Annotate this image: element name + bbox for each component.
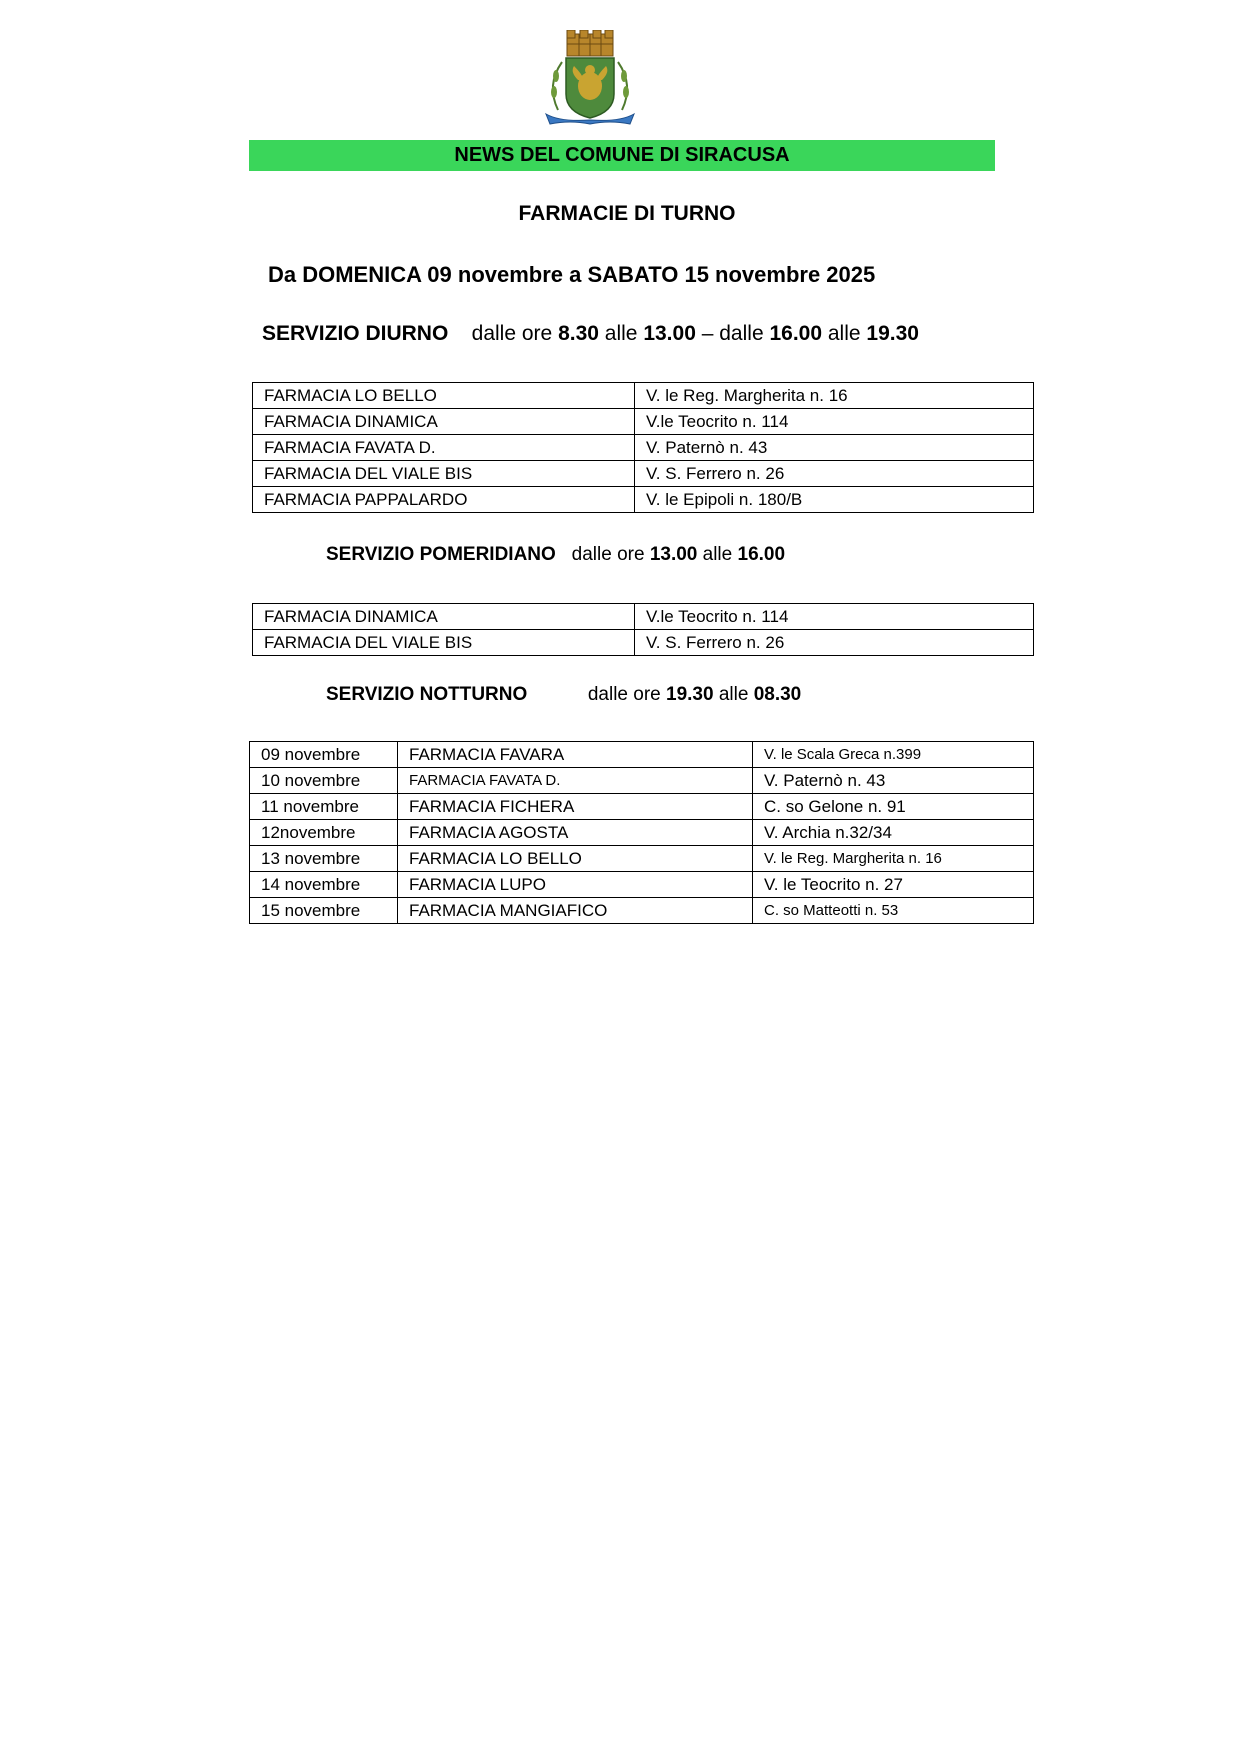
notturno-text-1: dalle ore — [587, 684, 661, 705]
notturno-hour-1: 19.30 — [666, 684, 714, 705]
notturno-label: SERVIZIO NOTTURNO — [326, 684, 528, 705]
pharmacy-address: V. S. Ferrero n. 26 — [635, 630, 1034, 656]
table-row — [250, 768, 1034, 794]
diurno-text-4: alle — [827, 322, 861, 345]
notturno-text-2: alle — [718, 684, 749, 705]
diurno-label: SERVIZIO DIURNO — [262, 322, 449, 345]
pomeridiano-label: SERVIZIO POMERIDIANO — [326, 544, 556, 565]
night-date: 11 novembre — [250, 794, 398, 820]
pharmacy-name: FARMACIA LUPO — [398, 872, 753, 898]
news-banner: NEWS DEL COMUNE DI SIRACUSA — [249, 140, 995, 171]
pharmacy-address: V.le Teocrito n. 114 — [635, 409, 1034, 435]
pomeridiano-text-2: alle — [702, 544, 733, 565]
pharmacy-name: FARMACIA DEL VIALE BIS — [253, 630, 635, 656]
pharmacy-address: V. Paternò n. 43 — [753, 768, 1034, 794]
table-row — [253, 630, 1034, 656]
night-date: 13 novembre — [250, 846, 398, 872]
table-row — [253, 409, 1034, 435]
diurno-text-2: alle — [604, 322, 638, 345]
pharmacy-name: FARMACIA LO BELLO — [253, 383, 635, 409]
diurno-heading — [262, 322, 919, 346]
table-row — [250, 872, 1034, 898]
table-row — [253, 383, 1034, 409]
night-date: 14 novembre — [250, 872, 398, 898]
pharmacy-name: FARMACIA DEL VIALE BIS — [253, 461, 635, 487]
diurno-text-3: – dalle — [701, 322, 764, 345]
pharmacy-name: FARMACIA FAVATA D. — [398, 768, 753, 794]
table-row — [253, 435, 1034, 461]
pharmacy-name: FARMACIA FICHERA — [398, 794, 753, 820]
pharmacy-address: V.le Teocrito n. 114 — [635, 604, 1034, 630]
pharmacy-name: FARMACIA DINAMICA — [253, 604, 635, 630]
pharmacy-address: V. Archia n.32/34 — [753, 820, 1034, 846]
pharmacy-address: V. le Reg. Margherita n. 16 — [635, 383, 1034, 409]
pomeridiano-text-1: dalle ore — [571, 544, 645, 565]
night-date: 10 novembre — [250, 768, 398, 794]
table-row — [250, 846, 1034, 872]
diurno-table — [252, 382, 1034, 513]
pharmacy-address: V. Paternò n. 43 — [635, 435, 1034, 461]
notturno-heading — [326, 684, 801, 706]
pomeridiano-table — [252, 603, 1034, 656]
diurno-hour-3: 16.00 — [769, 322, 823, 345]
pomeridiano-hour-1: 13.00 — [649, 544, 698, 565]
pomeridiano-hour-2: 16.00 — [737, 544, 786, 565]
table-row — [253, 604, 1034, 630]
table-row — [250, 898, 1034, 924]
diurno-hour-2: 13.00 — [643, 322, 696, 345]
diurno-text-1: dalle ore — [471, 322, 553, 345]
pharmacy-name: FARMACIA PAPPALARDO — [253, 487, 635, 513]
pharmacy-name: FARMACIA FAVARA — [398, 742, 753, 768]
pomeridiano-heading — [326, 544, 785, 566]
pharmacy-name: FARMACIA DINAMICA — [253, 409, 635, 435]
pharmacy-address: V. le Teocrito n. 27 — [753, 872, 1034, 898]
pharmacy-address: V. le Reg. Margherita n. 16 — [753, 846, 1034, 872]
pharmacy-name: FARMACIA AGOSTA — [398, 820, 753, 846]
pharmacy-address: V. le Epipoli n. 180/B — [635, 487, 1034, 513]
table-row — [250, 820, 1034, 846]
pharmacy-name: FARMACIA FAVATA D. — [253, 435, 635, 461]
diurno-hour-4: 19.30 — [866, 322, 919, 345]
diurno-hour-1: 8.30 — [558, 322, 599, 345]
table-row — [250, 794, 1034, 820]
night-date: 12novembre — [250, 820, 398, 846]
pharmacy-name: FARMACIA MANGIAFICO — [398, 898, 753, 924]
page-title: FARMACIE DI TURNO — [518, 202, 736, 225]
pharmacy-address: V. le Scala Greca n.399 — [753, 742, 1034, 768]
table-row — [253, 487, 1034, 513]
pharmacy-address: V. S. Ferrero n. 26 — [635, 461, 1034, 487]
notturno-table — [249, 741, 1034, 924]
pharmacy-address: C. so Matteotti n. 53 — [753, 898, 1034, 924]
pharmacy-name: FARMACIA LO BELLO — [398, 846, 753, 872]
notturno-hour-2: 08.30 — [753, 684, 802, 705]
table-row — [250, 742, 1034, 768]
siracusa-coat-of-arms-icon — [540, 30, 640, 126]
pharmacy-address: C. so Gelone n. 91 — [753, 794, 1034, 820]
night-date: 15 novembre — [250, 898, 398, 924]
night-date: 09 novembre — [250, 742, 398, 768]
table-row — [253, 461, 1034, 487]
period-heading: Da DOMENICA 09 novembre a SABATO 15 novembre 2025 — [268, 262, 876, 287]
